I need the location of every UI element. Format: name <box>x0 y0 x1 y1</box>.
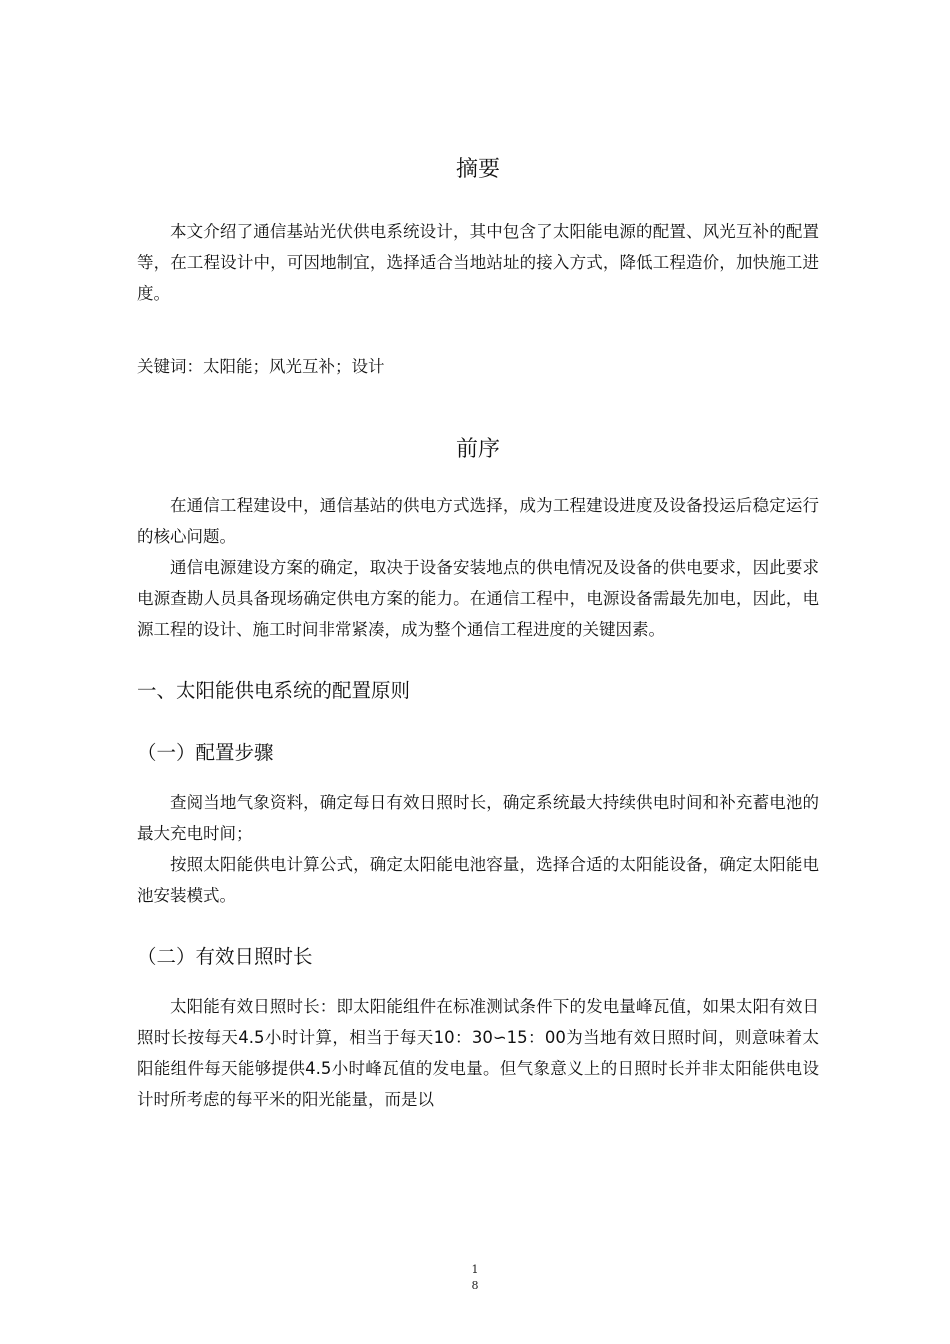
subsection-1-paragraph-1: 查阅当地气象资料，确定每日有效日照时长，确定系统最大持续供电时间和补充蓄电池的最大充电时间； <box>137 793 819 843</box>
keywords-line: 关键词：太阳能；风光互补；设计 <box>137 357 385 376</box>
preface-paragraph-2: 通信电源建设方案的确定，取决于设备安装地点的供电情况及设备的供电要求，因此要求电源查勘人员具备现场确定供电方案的能力。在通信工程中，电源设备需最先加电，因此，电源工程的设计、施工时间非常紧凑，成为整个通信工程进度的关键因素。 <box>137 558 819 639</box>
subsection-1-paragraph-2: 按照太阳能供电计算公式，确定太阳能电池容量，选择合适的太阳能设备，确定太阳能电池安装模式。 <box>137 855 819 905</box>
subsection-heading-2: （二）有效日照时长 <box>137 945 313 968</box>
abstract-title: 摘要 <box>455 157 500 182</box>
preface-title: 前序 <box>455 437 500 462</box>
page-content <box>137 150 819 1115</box>
abstract-body: 本文介绍了通信基站光伏供电系统设计，其中包含了太阳能电源的配置、风光互补的配置等，在工程设计中，可因地制宜，选择适合当地站址的接入方式，降低工程造价，加快施工进度。 <box>137 222 819 303</box>
preface-paragraph-1: 在通信工程建设中，通信基站的供电方式选择，成为工程建设进度及设备投运后稳定运行的核心问题。 <box>137 496 819 546</box>
page-number-bottom: 8 <box>471 1279 479 1292</box>
subsection-2-paragraph-1: 太阳能有效日照时长：即太阳能组件在标准测试条件下的发电量峰瓦值，如果太阳有效日照时长按每天4.5小时计算，相当于每天10：30∽15：00为当地有效日照时间，则意味着太阳能组件每天能够提供4.5小时峰瓦值的发电量。但气象意义上的日照时长并非太阳能供电设计时所考虑的每平米的阳光能量，而是以 <box>137 997 819 1109</box>
section-heading-1: 一、太阳能供电系统的配置原则 <box>137 679 411 702</box>
subsection-heading-1: （一）配置步骤 <box>137 741 274 764</box>
page-number-top: 1 <box>471 1263 479 1276</box>
